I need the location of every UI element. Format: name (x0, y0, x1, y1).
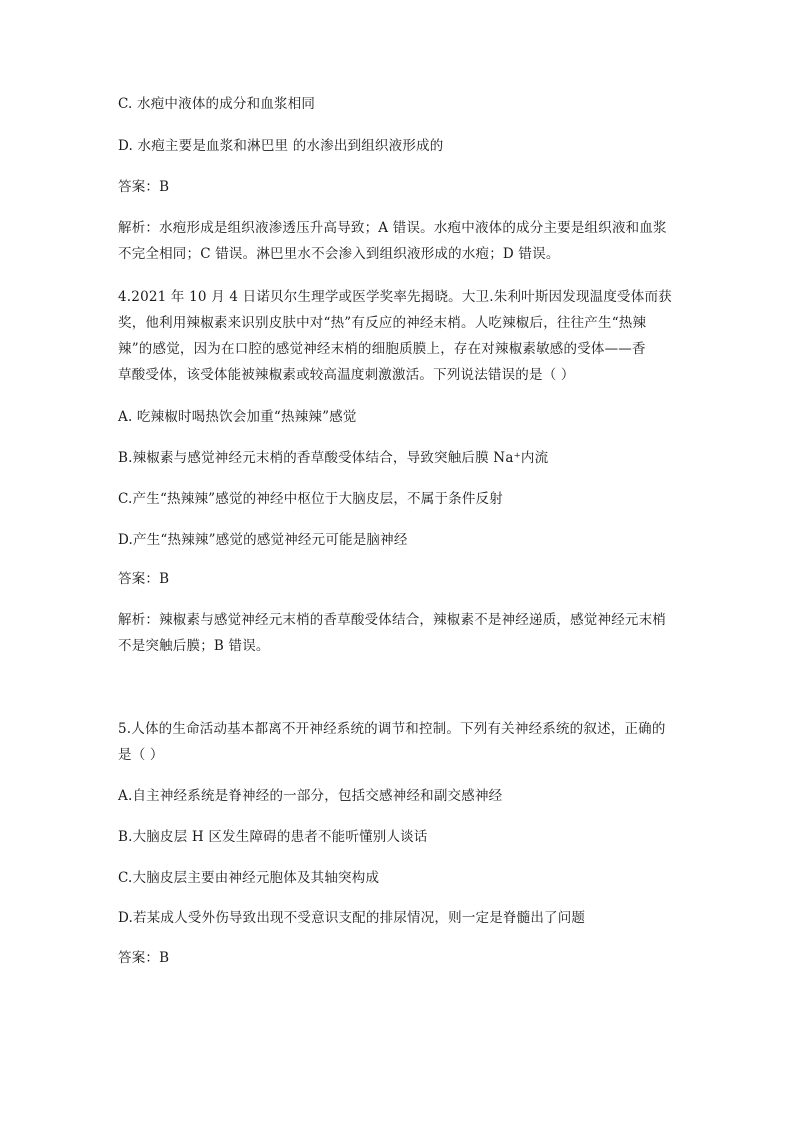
q3-analysis (118, 215, 678, 267)
q4-option-a: A. 吃辣椒时喝热饮会加重“热辣辣”感觉 (118, 409, 357, 425)
q5-option-a: A.自主神经系统是脊神经的一部分，包括交感神经和副交感神经 (118, 788, 503, 804)
q4-analysis (118, 607, 678, 659)
q3-answer: 答案：B (118, 179, 170, 195)
q5-option-c: C.大脑皮层主要由神经元胞体及其轴突构成 (118, 870, 380, 886)
q5-option-b: B.大脑皮层 H 区发生障碍的患者不能听懂别人谈话 (118, 829, 428, 845)
q4-stem-line: 草酸受体，该受体能被辣椒素或较高温度刺激激活。下列说法错误的是（ ） (118, 367, 575, 383)
q4-answer: 答案：B (118, 571, 170, 587)
q5-stem-line: 是（ ） (118, 747, 164, 763)
q4-stem-line: 4.2021 年 10 月 4 日诺贝尔生理学或医学奖率先揭晓。大卫.朱利叶斯因发现温度受体而获 (118, 289, 672, 305)
q4-stem-line: 奖，他利用辣椒素来识别皮肤中对“热”有反应的神经末梢。人吃辣椒后，往往产生“热辣 (118, 315, 647, 331)
q5-option-d: D.若某成人受外伤导致出现不受意识支配的排尿情况，则一定是脊髓出了问题 (118, 910, 586, 926)
q4-analysis-line: 不是突触后膜；B 错误。 (118, 638, 270, 654)
q3-analysis-line: 解析：水疱形成是组织液渗透压升高导致；A 错误。水疱中液体的成分主要是组织液和血浆 (118, 220, 667, 236)
q4-option-d: D.产生“热辣辣”感觉的感觉神经元可能是脑神经 (118, 532, 408, 548)
q4-option-c: C.产生“热辣辣”感觉的神经中枢位于大脑皮层，不属于条件反射 (118, 491, 503, 507)
q5-stem-line: 5.人体的生命活动基本都离不开神经系统的调节和控制。下列有关神经系统的叙述，正确的 (118, 721, 666, 737)
q4-stem (118, 284, 678, 388)
q5-stem (118, 716, 678, 768)
q5-answer: 答案：B (118, 950, 170, 966)
q3-option-c: C. 水疱中液体的成分和血浆相同 (118, 96, 316, 112)
q4-stem-line: 辣”的感觉，因为在口腔的感觉神经末梢的细胞质膜上，存在对辣椒素敏感的受体——香 (118, 341, 646, 357)
q4-option-b: B.辣椒素与感觉神经元末梢的香草酸受体结合，导致突触后膜 Na⁺内流 (118, 450, 549, 466)
q3-analysis-line: 不完全相同；C 错误。淋巴里水不会渗入到组织液形成的水疱；D 错误。 (118, 246, 560, 262)
q3-option-d: D. 水疱主要是血浆和淋巴里 的水渗出到组织液形成的 (118, 138, 444, 154)
q4-analysis-line: 解析：辣椒素与感觉神经元末梢的香草酸受体结合，辣椒素不是神经递质，感觉神经元末梢 (118, 612, 666, 628)
